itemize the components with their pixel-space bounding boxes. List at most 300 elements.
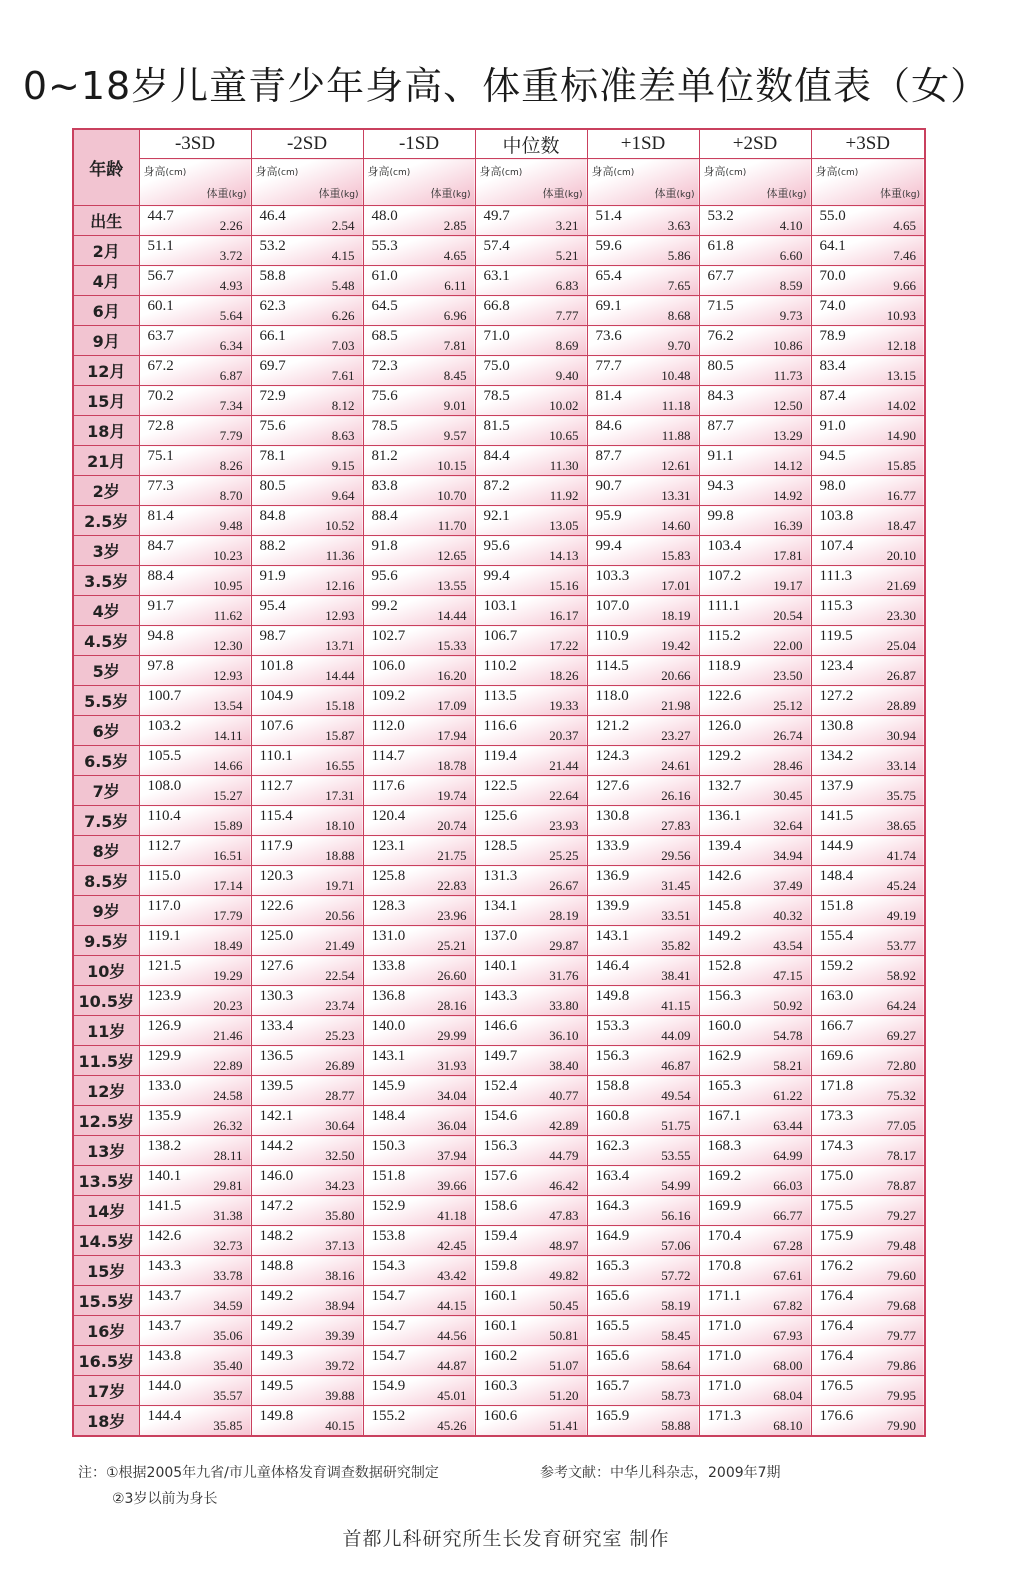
- weight-value: 5.21: [555, 248, 579, 263]
- value-cell: [251, 1196, 363, 1226]
- value-cell: [139, 386, 251, 416]
- value-cell: [811, 1076, 925, 1106]
- value-cell: [475, 926, 587, 956]
- table-row: [73, 1076, 925, 1106]
- value-cell: [811, 1256, 925, 1286]
- height-value: 117.9: [259, 838, 293, 854]
- weight-value: 6.87: [219, 368, 243, 383]
- weight-value: 14.44: [437, 608, 467, 623]
- height-weight-subheader: [139, 159, 251, 206]
- value-cell: [139, 746, 251, 776]
- height-value: 91.7: [147, 598, 174, 614]
- value-cell: [363, 1016, 475, 1046]
- value-cell: [475, 896, 587, 926]
- height-value: 107.6: [259, 718, 294, 734]
- value-cell: [475, 656, 587, 686]
- height-value: 149.8: [259, 1408, 294, 1424]
- value-cell: [475, 386, 587, 416]
- height-value: 72.9: [259, 388, 286, 404]
- table-row: [73, 206, 925, 236]
- value-cell: [811, 656, 925, 686]
- value-cell: [811, 1136, 925, 1166]
- height-value: 63.7: [147, 328, 174, 344]
- value-cell: [699, 386, 811, 416]
- value-cell: [139, 986, 251, 1016]
- weight-value: 23.27: [661, 728, 691, 743]
- value-cell: [811, 536, 925, 566]
- height-value: 163.4: [595, 1168, 630, 1184]
- weight-label-group: [767, 185, 807, 201]
- weight-value: 11.30: [549, 458, 579, 473]
- value-cell: [475, 1106, 587, 1136]
- value-cell: [699, 626, 811, 656]
- value-cell: [699, 326, 811, 356]
- value-cell: [363, 746, 475, 776]
- height-value: 133.0: [147, 1078, 182, 1094]
- value-cell: [251, 1286, 363, 1316]
- value-cell: [251, 986, 363, 1016]
- age-cell: 4.5岁: [73, 626, 139, 656]
- value-cell: [363, 806, 475, 836]
- weight-value: 51.20: [549, 1388, 579, 1403]
- height-value: 143.3: [483, 988, 518, 1004]
- value-cell: [363, 1256, 475, 1286]
- height-value: 131.3: [483, 868, 518, 884]
- weight-value: 18.47: [886, 518, 916, 533]
- value-cell: [475, 956, 587, 986]
- value-cell: [363, 476, 475, 506]
- weight-value: 28.11: [213, 1148, 243, 1163]
- height-value: 55.0: [819, 208, 846, 224]
- weight-value: 20.54: [773, 608, 803, 623]
- weight-value: 19.33: [549, 698, 579, 713]
- value-cell: [475, 596, 587, 626]
- height-value: 84.4: [483, 448, 510, 464]
- weight-value: 79.27: [886, 1208, 916, 1223]
- height-value: 164.3: [595, 1198, 630, 1214]
- height-value: 61.0: [371, 268, 398, 284]
- weight-value: 11.92: [549, 488, 579, 503]
- weight-value: 22.89: [213, 1058, 243, 1073]
- table-row: [73, 806, 925, 836]
- height-value: 171.0: [707, 1378, 742, 1394]
- height-value: 175.9: [819, 1228, 854, 1244]
- height-value: 98.7: [259, 628, 286, 644]
- table-row: [73, 1106, 925, 1136]
- value-cell: [139, 1106, 251, 1136]
- value-cell: [699, 1316, 811, 1346]
- height-value: 49.7: [483, 208, 510, 224]
- height-value: 121.5: [147, 958, 182, 974]
- age-cell: 2.5岁: [73, 506, 139, 536]
- value-cell: [475, 206, 587, 236]
- weight-value: 57.72: [661, 1268, 691, 1283]
- weight-value: 31.76: [549, 968, 579, 983]
- age-cell: 15岁: [73, 1256, 139, 1286]
- weight-value: 10.52: [325, 518, 355, 533]
- value-cell: [699, 1106, 811, 1136]
- value-cell: [363, 1346, 475, 1376]
- weight-value: 6.60: [779, 248, 803, 263]
- height-label-group: [816, 163, 859, 179]
- value-cell: [587, 1286, 699, 1316]
- value-cell: [699, 296, 811, 326]
- height-value: 74.0: [819, 298, 846, 314]
- value-cell: [475, 686, 587, 716]
- height-value: 91.9: [259, 568, 286, 584]
- value-cell: [251, 656, 363, 686]
- value-cell: [139, 446, 251, 476]
- weight-value: 25.23: [325, 1028, 355, 1043]
- value-cell: [811, 476, 925, 506]
- height-label-group: [256, 163, 299, 179]
- weight-value: 49.82: [549, 1268, 579, 1283]
- height-value: 154.6: [483, 1108, 518, 1124]
- weight-value: 13.05: [549, 518, 579, 533]
- age-cell: 2月: [73, 236, 139, 266]
- height-value: 176.2: [819, 1258, 854, 1274]
- height-value: 112.7: [259, 778, 293, 794]
- weight-value: 25.04: [886, 638, 916, 653]
- weight-value: 4.65: [443, 248, 467, 263]
- weight-value: 11.36: [325, 548, 355, 563]
- age-cell: 4岁: [73, 596, 139, 626]
- value-cell: [251, 926, 363, 956]
- height-value: 159.2: [819, 958, 854, 974]
- value-cell: [251, 1226, 363, 1256]
- height-value: 156.3: [595, 1048, 630, 1064]
- weight-value: 58.64: [661, 1358, 691, 1373]
- sd-column-header: -1SD: [363, 129, 475, 159]
- weight-value: 37.94: [437, 1148, 467, 1163]
- height-value: 64.5: [371, 298, 398, 314]
- weight-value: 6.83: [555, 278, 579, 293]
- weight-value: 10.48: [661, 368, 691, 383]
- height-value: 63.1: [483, 268, 510, 284]
- height-value: 98.0: [819, 478, 846, 494]
- weight-value: 58.88: [661, 1418, 691, 1433]
- height-value: 51.4: [595, 208, 622, 224]
- weight-value: 38.16: [325, 1268, 355, 1283]
- weight-value: 39.66: [437, 1178, 467, 1193]
- height-value: 165.6: [595, 1288, 630, 1304]
- height-value: 72.8: [147, 418, 174, 434]
- height-value: 84.3: [707, 388, 734, 404]
- weight-unit: (kg): [902, 190, 920, 200]
- weight-value: 18.10: [325, 818, 355, 833]
- height-value: 110.4: [147, 808, 181, 824]
- weight-value: 6.34: [219, 338, 243, 353]
- height-label-group: [704, 163, 747, 179]
- weight-value: 35.40: [213, 1358, 243, 1373]
- table-row: [73, 326, 925, 356]
- height-value: 100.7: [147, 688, 182, 704]
- value-cell: [139, 1046, 251, 1076]
- value-cell: [363, 236, 475, 266]
- weight-value: 40.77: [549, 1088, 579, 1103]
- value-cell: [251, 476, 363, 506]
- age-cell: 出生: [73, 206, 139, 236]
- height-value: 169.6: [819, 1048, 854, 1064]
- value-cell: [251, 776, 363, 806]
- unit-header-row: [73, 159, 925, 206]
- value-cell: [587, 866, 699, 896]
- weight-value: 41.74: [886, 848, 916, 863]
- height-value: 146.6: [483, 1018, 518, 1034]
- weight-value: 10.86: [773, 338, 803, 353]
- height-value: 165.3: [707, 1078, 742, 1094]
- weight-value: 68.04: [773, 1388, 803, 1403]
- value-cell: [811, 596, 925, 626]
- value-cell: [587, 1136, 699, 1166]
- value-cell: [587, 506, 699, 536]
- weight-value: 8.59: [779, 278, 803, 293]
- height-value: 103.8: [819, 508, 854, 524]
- weight-value: 25.25: [549, 848, 579, 863]
- height-value: 114.5: [595, 658, 629, 674]
- table-row: [73, 416, 925, 446]
- weight-value: 2.54: [331, 218, 355, 233]
- weight-value: 36.10: [549, 1028, 579, 1043]
- weight-value: 13.29: [773, 428, 803, 443]
- weight-value: 46.42: [549, 1178, 579, 1193]
- weight-value: 22.83: [437, 878, 467, 893]
- height-value: 83.4: [819, 358, 846, 374]
- value-cell: [699, 206, 811, 236]
- weight-value: 23.50: [773, 668, 803, 683]
- height-value: 141.5: [147, 1198, 182, 1214]
- height-value: 143.1: [371, 1048, 406, 1064]
- weight-value: 79.95: [886, 1388, 916, 1403]
- weight-value: 14.92: [773, 488, 803, 503]
- age-cell: 5.5岁: [73, 686, 139, 716]
- value-cell: [475, 836, 587, 866]
- height-value: 109.2: [371, 688, 406, 704]
- height-value: 143.7: [147, 1318, 182, 1334]
- table-row: [73, 236, 925, 266]
- height-value: 149.2: [259, 1318, 294, 1334]
- weight-value: 79.86: [886, 1358, 916, 1373]
- height-value: 120.3: [259, 868, 294, 884]
- height-value: 127.6: [259, 958, 294, 974]
- value-cell: [363, 896, 475, 926]
- height-value: 162.9: [707, 1048, 742, 1064]
- height-value: 77.7: [595, 358, 622, 374]
- height-value: 176.6: [819, 1408, 854, 1424]
- weight-value: 33.80: [549, 998, 579, 1013]
- height-value: 176.4: [819, 1318, 854, 1334]
- value-cell: [251, 236, 363, 266]
- value-cell: [699, 1166, 811, 1196]
- weight-value: 17.81: [773, 548, 803, 563]
- height-value: 140.1: [147, 1168, 182, 1184]
- value-cell: [139, 416, 251, 446]
- height-value: 99.4: [483, 568, 510, 584]
- weight-label: 体重: [206, 187, 229, 200]
- weight-value: 31.38: [213, 1208, 243, 1223]
- weight-value: 13.15: [886, 368, 916, 383]
- height-value: 169.9: [707, 1198, 742, 1214]
- height-value: 137.9: [819, 778, 854, 794]
- value-cell: [139, 236, 251, 266]
- height-value: 148.8: [259, 1258, 294, 1274]
- height-value: 145.9: [371, 1078, 406, 1094]
- height-value: 170.8: [707, 1258, 742, 1274]
- value-cell: [587, 776, 699, 806]
- value-cell: [587, 626, 699, 656]
- height-value: 108.0: [147, 778, 182, 794]
- value-cell: [363, 866, 475, 896]
- height-value: 67.2: [147, 358, 174, 374]
- height-value: 107.2: [707, 568, 742, 584]
- height-value: 78.9: [819, 328, 846, 344]
- weight-value: 19.74: [437, 788, 467, 803]
- value-cell: [363, 356, 475, 386]
- weight-value: 20.23: [213, 998, 243, 1013]
- sd-column-header: +3SD: [811, 129, 925, 159]
- weight-value: 26.74: [773, 728, 803, 743]
- height-label: 身高: [815, 165, 838, 178]
- value-cell: [475, 236, 587, 266]
- weight-value: 32.50: [325, 1148, 355, 1163]
- weight-value: 28.16: [437, 998, 467, 1013]
- age-cell: 13岁: [73, 1136, 139, 1166]
- age-cell: 14.5岁: [73, 1226, 139, 1256]
- weight-value: 15.85: [886, 458, 916, 473]
- age-cell: 18月: [73, 416, 139, 446]
- value-cell: [251, 836, 363, 866]
- value-cell: [699, 1076, 811, 1106]
- value-cell: [363, 536, 475, 566]
- height-value: 154.7: [371, 1318, 406, 1334]
- value-cell: [475, 1196, 587, 1226]
- weight-value: 38.65: [886, 818, 916, 833]
- value-cell: [139, 1406, 251, 1437]
- height-value: 155.2: [371, 1408, 406, 1424]
- value-cell: [251, 956, 363, 986]
- height-value: 102.7: [371, 628, 406, 644]
- height-value: 152.9: [371, 1198, 406, 1214]
- weight-value: 16.20: [437, 668, 467, 683]
- value-cell: [587, 1316, 699, 1346]
- weight-value: 6.96: [443, 308, 467, 323]
- value-cell: [139, 566, 251, 596]
- value-cell: [475, 566, 587, 596]
- table-row: [73, 1136, 925, 1166]
- weight-value: 7.79: [219, 428, 243, 443]
- weight-value: 24.58: [213, 1088, 243, 1103]
- table-row: [73, 1376, 925, 1406]
- value-cell: [587, 1016, 699, 1046]
- height-value: 122.6: [259, 898, 294, 914]
- weight-value: 10.95: [213, 578, 243, 593]
- weight-value: 41.18: [437, 1208, 467, 1223]
- height-value: 95.9: [595, 508, 622, 524]
- height-value: 165.3: [595, 1258, 630, 1274]
- height-value: 119.1: [147, 928, 181, 944]
- height-value: 176.5: [819, 1378, 854, 1394]
- age-cell: 6岁: [73, 716, 139, 746]
- weight-value: 4.10: [779, 218, 803, 233]
- weight-value: 11.62: [213, 608, 243, 623]
- table-row: [73, 446, 925, 476]
- weight-value: 67.61: [773, 1268, 803, 1283]
- height-value: 70.0: [819, 268, 846, 284]
- height-value: 114.7: [371, 748, 405, 764]
- height-value: 124.3: [595, 748, 630, 764]
- height-value: 146.0: [259, 1168, 294, 1184]
- height-value: 58.8: [259, 268, 286, 284]
- sd-column-header: 中位数: [475, 129, 587, 159]
- value-cell: [699, 1346, 811, 1376]
- weight-value: 46.87: [661, 1058, 691, 1073]
- height-unit: (cm): [165, 168, 187, 178]
- value-cell: [363, 986, 475, 1016]
- value-cell: [139, 266, 251, 296]
- weight-value: 26.89: [325, 1058, 355, 1073]
- value-cell: [699, 986, 811, 1016]
- value-cell: [363, 776, 475, 806]
- value-cell: [587, 956, 699, 986]
- weight-value: 14.11: [213, 728, 243, 743]
- value-cell: [811, 326, 925, 356]
- sd-column-header: +1SD: [587, 129, 699, 159]
- table-row: [73, 1346, 925, 1376]
- height-value: 137.0: [483, 928, 518, 944]
- height-value: 142.6: [147, 1228, 182, 1244]
- value-cell: [475, 1076, 587, 1106]
- weight-value: 48.97: [549, 1238, 579, 1253]
- weight-unit: (kg): [788, 190, 807, 200]
- weight-value: 45.26: [437, 1418, 467, 1433]
- height-value: 66.8: [483, 298, 510, 314]
- notes-section: [78, 1460, 938, 1512]
- height-value: 95.4: [259, 598, 286, 614]
- height-value: 165.9: [595, 1408, 630, 1424]
- value-cell: [139, 536, 251, 566]
- height-value: 150.3: [371, 1138, 406, 1154]
- weight-value: 69.27: [886, 1028, 916, 1043]
- height-value: 87.2: [483, 478, 510, 494]
- weight-value: 13.71: [325, 638, 355, 653]
- weight-value: 8.63: [331, 428, 355, 443]
- value-cell: [363, 326, 475, 356]
- height-value: 159.4: [483, 1228, 518, 1244]
- value-cell: [139, 596, 251, 626]
- height-value: 104.9: [259, 688, 294, 704]
- weight-value: 58.92: [886, 968, 916, 983]
- weight-value: 51.41: [549, 1418, 579, 1433]
- weight-value: 67.82: [773, 1298, 803, 1313]
- height-value: 67.7: [707, 268, 734, 284]
- weight-value: 40.15: [325, 1418, 355, 1433]
- weight-value: 20.74: [437, 818, 467, 833]
- value-cell: [811, 446, 925, 476]
- weight-value: 14.60: [661, 518, 691, 533]
- height-value: 112.0: [371, 718, 405, 734]
- value-cell: [475, 1166, 587, 1196]
- value-cell: [811, 1226, 925, 1256]
- weight-value: 10.15: [437, 458, 467, 473]
- value-cell: [139, 626, 251, 656]
- table-row: [73, 1406, 925, 1437]
- height-value: 142.6: [707, 868, 742, 884]
- height-label-group: [144, 163, 187, 179]
- height-value: 80.5: [707, 358, 734, 374]
- value-cell: [699, 536, 811, 566]
- value-cell: [139, 476, 251, 506]
- weight-value: 19.42: [661, 638, 691, 653]
